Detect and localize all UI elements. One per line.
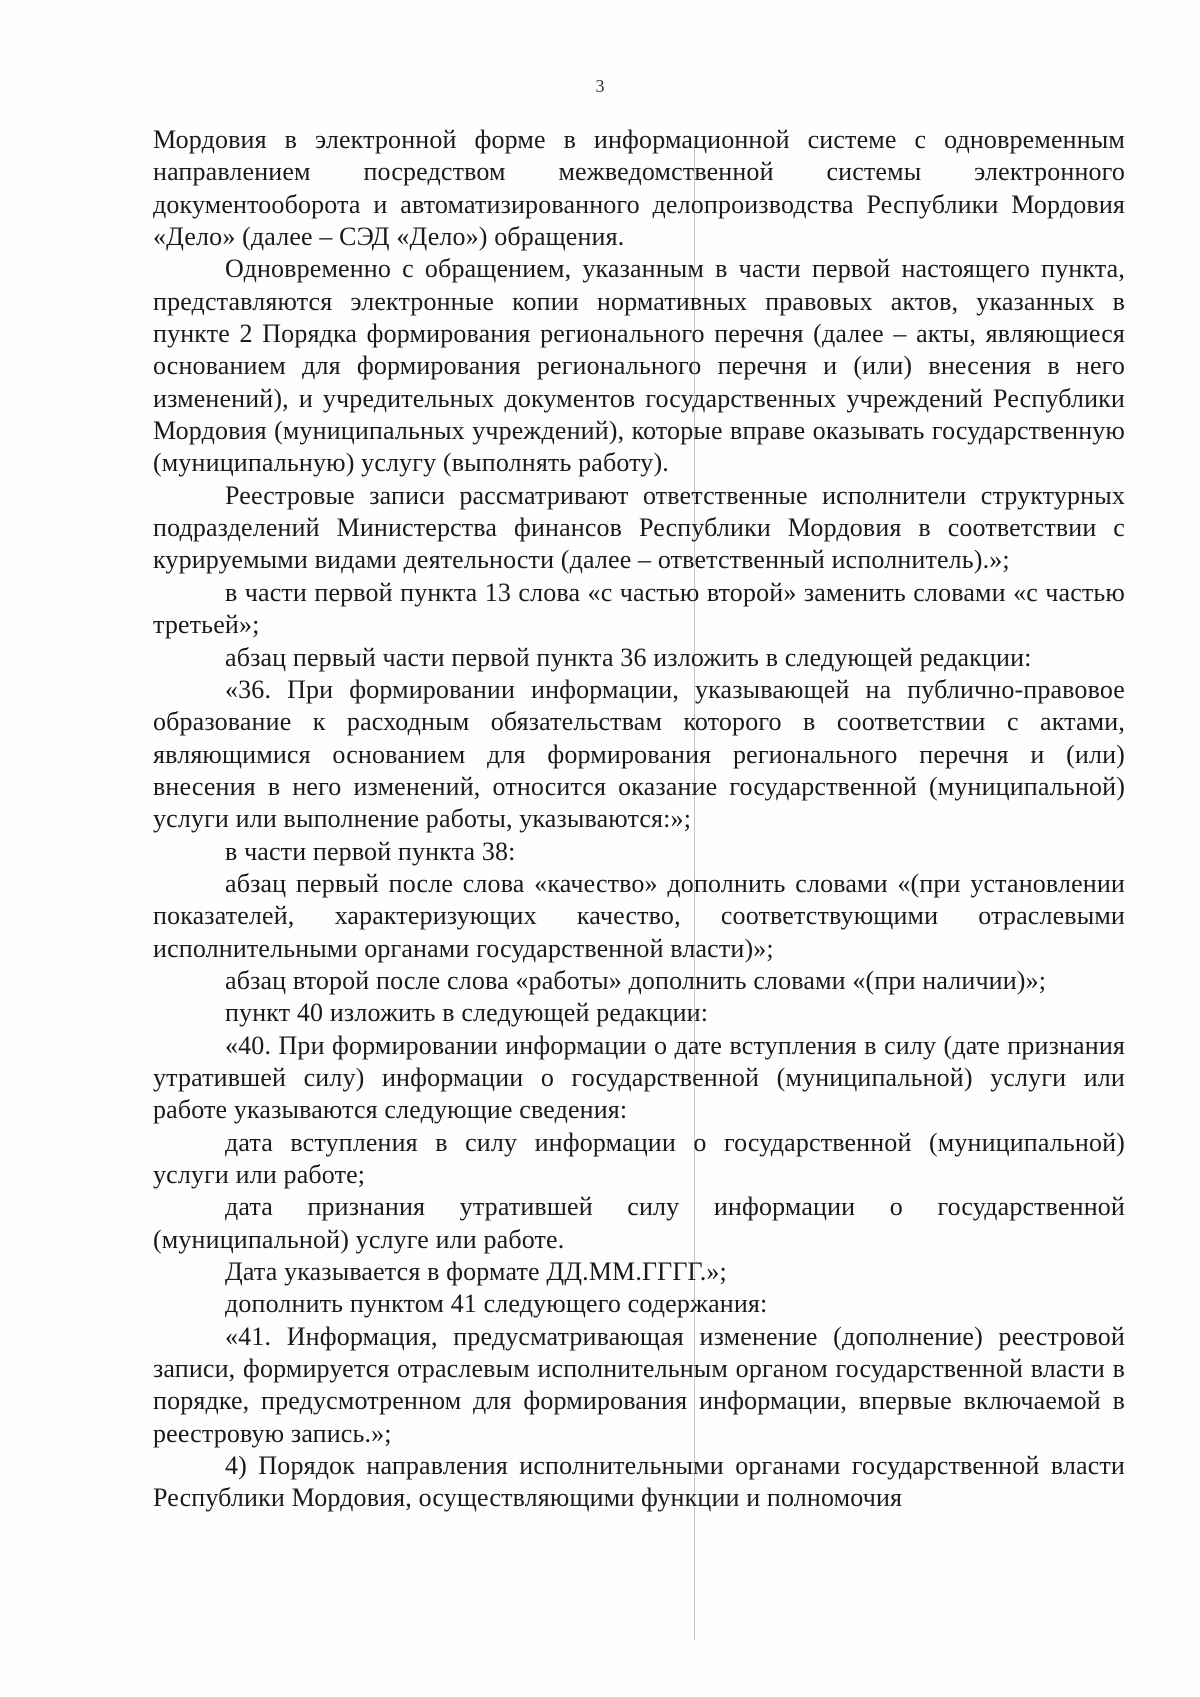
- page-number: 3: [595, 76, 605, 96]
- paragraph: дополнить пунктом 41 следующего содержания:: [225, 1289, 768, 1319]
- paragraph: «41. Информация, предусматривающая изменение (дополнение) реестровой записи, формируется отраслевым исполнительным органом государственной власти в порядке, предусмотренном для формирования информации, впервые включаемой в реестровую запись.»;: [153, 1321, 1125, 1448]
- paragraph: «36. При формировании информации, указывающей на публично-правовое образование к расходным обязательствам которого в соответствии с актами, являющимися основанием для формирования регионального перечня и (или) внесения в него изменений, относится оказание государственной (муниципальной) услуги или выполнение работы, указываются:»;: [153, 674, 1125, 834]
- paragraph: дата признания утратившей силу информации о государственной (муниципальной) услуге или работе.: [153, 1192, 1125, 1254]
- paragraph: абзац второй после слова «работы» дополнить словами «(при наличии)»;: [225, 965, 1047, 995]
- scan-artifact-line: [694, 140, 695, 1640]
- paragraph: Дата указывается в формате ДД.ММ.ГГГГ.»;: [225, 1257, 727, 1287]
- paragraph: абзац первый после слова «качество» дополнить словами «(при установлении показателей, характеризующих качество, соответствующими отраслевыми исполнительными органами государственной власти)»;: [153, 868, 1125, 963]
- paragraph: пункт 40 изложить в следующей редакции:: [225, 998, 709, 1028]
- paragraph: Мордовия в электронной форме в информационной системе с одновременным направлением посредством межведомственной системы электронного документооборота и автоматизированного делопроизводства Республики Мордовия «Дело» (далее – СЭД «Дело») обращения.: [153, 125, 1125, 252]
- paragraph: Одновременно с обращением, указанным в части первой настоящего пункта, представляются электронные копии нормативных правовых актов, указанных в пункте 2 Порядка формирования регионального перечня (далее – акты, являющиеся основанием для формирования регионального перечня и (или) внесения в него изменений), и учредительных документов государственных учреждений Республики Мордовия (муниципальных учреждений), которые вправе оказывать государственную (муниципальную) услугу (выполнять работу).: [153, 254, 1125, 478]
- paragraph: абзац первый части первой пункта 36 изложить в следующей редакции:: [225, 642, 1032, 672]
- paragraph: в части первой пункта 13 слова «с частью второй» заменить словами «с частью третьей»;: [153, 577, 1125, 640]
- paragraph: в части первой пункта 38:: [225, 836, 516, 866]
- paragraph: 4) Порядок направления исполнительными органами государственной власти Республики Мордовия, осуществляющими функции и полномочия: [153, 1451, 1125, 1513]
- paragraph: «40. При формировании информации о дате вступления в силу (дате признания утратившей силу) информации о государственной (муниципальной) услуги или работе указываются следующие сведения:: [153, 1030, 1125, 1125]
- paragraph: дата вступления в силу информации о государственной (муниципальной) услуги или работе;: [153, 1127, 1125, 1189]
- document-body: [153, 124, 1125, 1515]
- paragraph: Реестровые записи рассматривают ответственные исполнители структурных подразделений Министерства финансов Республики Мордовия в соответствии с курируемыми видами деятельности (далее – ответственный исполнитель).»;: [153, 480, 1125, 575]
